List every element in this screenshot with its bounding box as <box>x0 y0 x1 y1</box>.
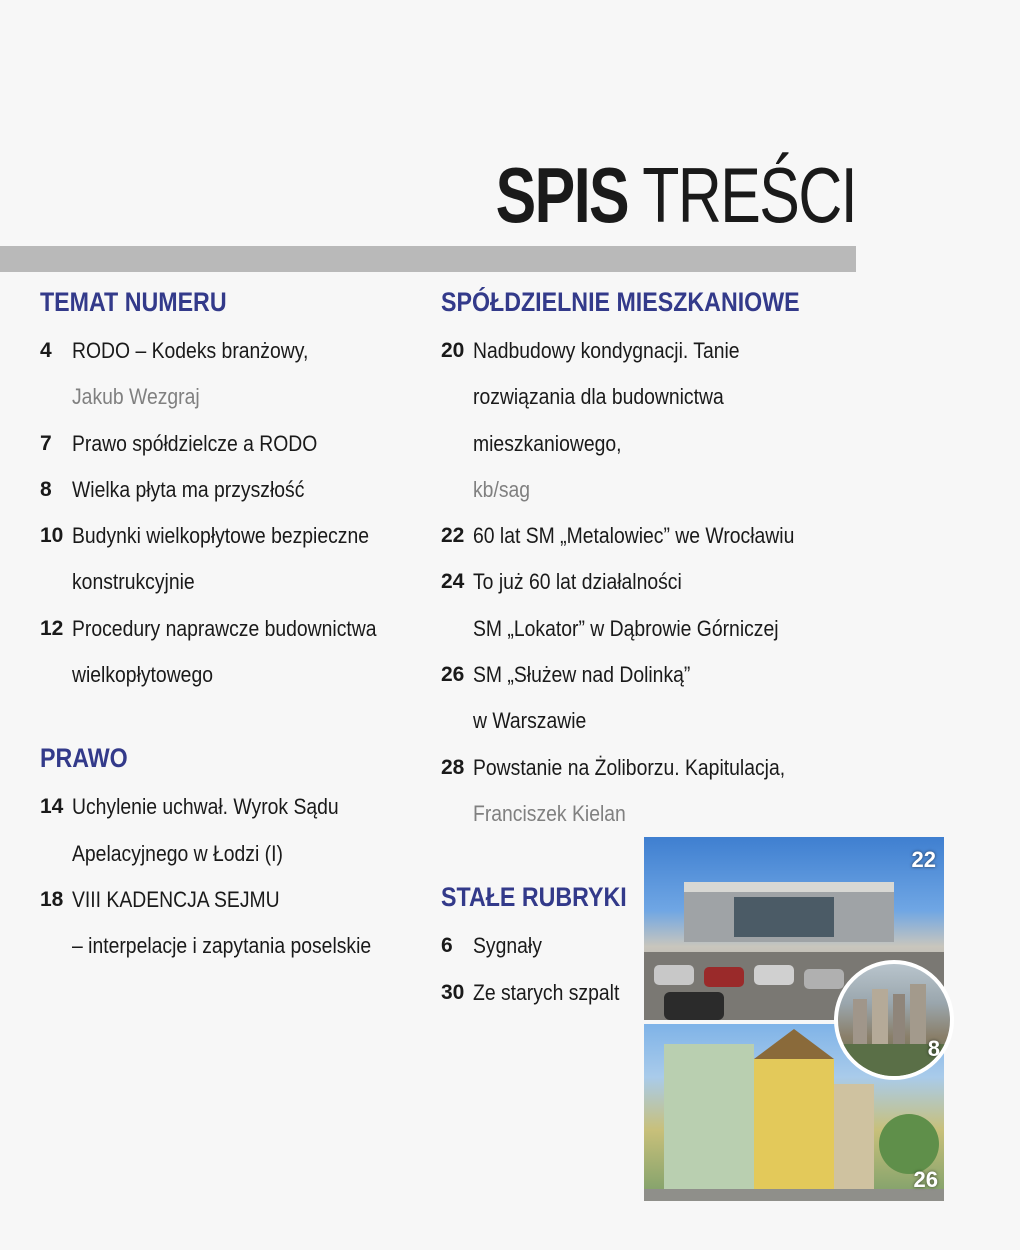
entry-title-line: Nadbudowy kondygnacji. Tanie <box>473 338 740 363</box>
entry-author: Franciszek Kielan <box>473 800 626 826</box>
entry-title-line: Wielka płyta ma przyszłość <box>72 476 305 502</box>
entry-title-line: Procedury naprawcze budownictwa <box>72 615 377 641</box>
page-number: 22 <box>441 524 465 548</box>
entry-title-line: Ze starych szpalt <box>473 979 620 1005</box>
page-title <box>496 150 856 240</box>
entry-title-line: mieszkaniowego, <box>473 430 622 456</box>
page-number: 7 <box>40 431 52 455</box>
entry-title-line: w Warszawie <box>473 708 587 734</box>
entry-text <box>473 513 861 559</box>
section-heading: SPÓŁDZIELNIE MIESZKANIOWE <box>441 287 800 317</box>
page-number: 18 <box>40 887 64 911</box>
page-number: 8 <box>40 477 52 501</box>
page-number: 6 <box>441 934 453 958</box>
section-heading: STAŁE RUBRYKI <box>441 882 627 913</box>
toc-entry[interactable] <box>441 513 861 559</box>
toc-section <box>40 738 420 969</box>
page-number: 12 <box>40 616 64 640</box>
photo-page-label: 22 <box>911 847 936 872</box>
entry-title-line: Powstanie na Żoliborzu. Kapitulacja, <box>473 754 786 780</box>
photo-panel-blocks <box>834 960 954 1080</box>
photo-page-label: 26 <box>913 1167 938 1192</box>
entry-title-line: SM „Lokator” w Dąbrowie Górniczej <box>473 615 779 641</box>
entry-title-line: Budynki wielkopłytowe bezpieczne <box>72 523 370 549</box>
section-heading: PRAWO <box>40 743 128 774</box>
page-number: 30 <box>441 980 465 1004</box>
entry-text <box>72 421 420 467</box>
section-heading: TEMAT NUMERU <box>40 287 227 317</box>
entry-title-line: 60 lat SM „Metalowiec” we Wrocławiu <box>473 523 795 549</box>
entry-text <box>72 328 420 421</box>
toc-section <box>441 282 861 837</box>
toc-entry[interactable] <box>40 513 420 606</box>
entry-title-line: wielkopłytowego <box>72 662 213 688</box>
page-number: 10 <box>40 524 64 548</box>
toc-section <box>40 282 420 698</box>
page-number: 24 <box>441 570 465 594</box>
page-number: 28 <box>441 755 465 779</box>
section-gap <box>40 698 420 738</box>
entry-title-line: rozwiązania dla budownictwa <box>473 384 724 410</box>
entry-title-line: VIII KADENCJA SEJMU <box>72 886 280 912</box>
title-rule <box>0 246 856 272</box>
photo-collage <box>644 837 944 1201</box>
toc-entry[interactable] <box>441 559 861 652</box>
entry-author: kb/sag <box>473 476 531 502</box>
photo-page-label: 8 <box>927 1036 940 1061</box>
title-bold: SPIS <box>495 151 629 239</box>
toc-entry[interactable] <box>441 328 861 513</box>
entry-title-line: SM „Służew nad Dolinką” <box>473 662 691 688</box>
entry-text <box>473 328 861 513</box>
entry-title-line: Apelacyjnego w Łodzi (I) <box>72 840 283 866</box>
entry-text <box>72 467 420 513</box>
title-light: TREŚCI <box>642 151 856 239</box>
entry-title-line: Sygnały <box>473 933 542 959</box>
toc-entry[interactable] <box>441 652 861 745</box>
toc-entry[interactable] <box>40 467 420 513</box>
entry-text <box>72 784 420 877</box>
toc-entry[interactable] <box>40 877 420 970</box>
toc-entry[interactable] <box>441 745 861 838</box>
entry-text <box>473 745 861 838</box>
entry-title-line: Uchylenie uchwał. Wyrok Sądu <box>72 794 339 820</box>
entry-text <box>473 652 861 745</box>
entry-text <box>72 513 420 606</box>
toc-entry[interactable] <box>40 328 420 421</box>
entry-text <box>473 559 861 652</box>
entry-author: Jakub Wezgraj <box>72 384 200 410</box>
entry-title-line: To już 60 lat działalności <box>473 569 682 595</box>
left-column <box>40 282 420 970</box>
entry-text <box>72 877 420 970</box>
entry-title-line: Prawo spółdzielcze a RODO <box>72 430 318 456</box>
entry-title-line: konstrukcyjnie <box>72 569 195 595</box>
toc-entry[interactable] <box>40 606 420 699</box>
page-number: 26 <box>441 663 465 687</box>
entry-title-line: RODO – Kodeks branżowy, <box>72 338 309 363</box>
page-number: 20 <box>441 339 465 362</box>
toc-entry[interactable] <box>40 421 420 467</box>
entry-title-line: – interpelacje i zapytania poselskie <box>72 933 372 959</box>
page-number: 14 <box>40 795 64 819</box>
entry-text <box>72 606 420 699</box>
page-number: 4 <box>40 339 52 362</box>
toc-entry[interactable] <box>40 784 420 877</box>
